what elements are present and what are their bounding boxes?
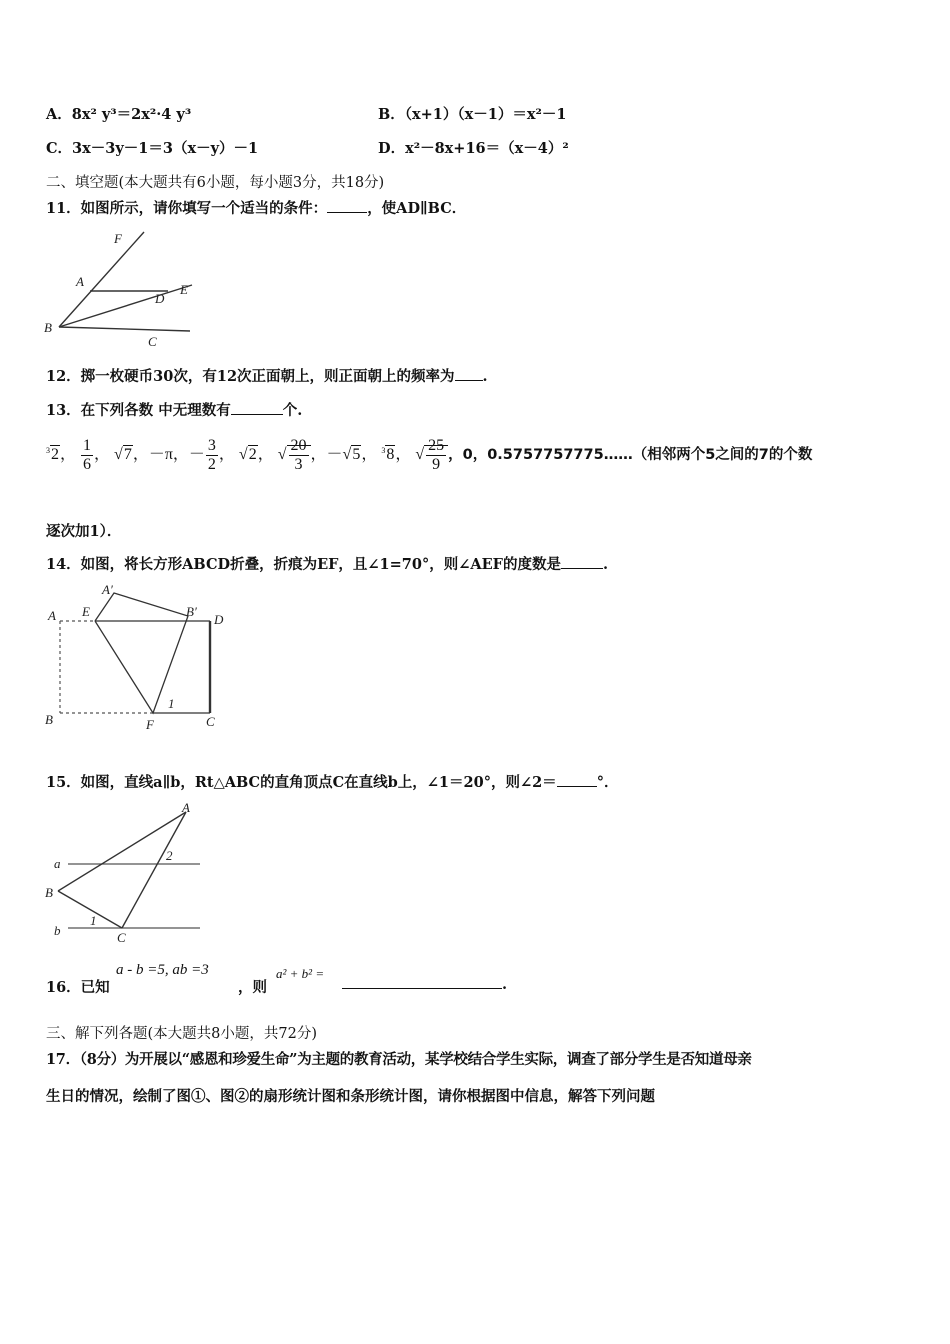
q13-blank: [231, 414, 283, 415]
q14-label-f: F: [146, 717, 154, 732]
question-11: [46, 197, 466, 218]
cbrt-2: 2: [51, 446, 59, 464]
frac-20-den: 3: [294, 456, 303, 473]
q11-text: 11．如图所示，请你填写一个适当的条件：: [46, 200, 328, 217]
option-c: C．3x－3y－1＝3（x－y）－1: [46, 140, 259, 157]
q14-label-a: A: [48, 608, 56, 623]
option-b: B．（x+1）（x－1）＝x²－1: [378, 106, 567, 123]
q15-text: 15．如图，直线a∥b，Rt△ABC的直角顶点C在直线b上，∠1＝20°，则∠2＝: [46, 774, 557, 791]
option-d: D．x²－8x+16＝（x－4）²: [378, 140, 569, 157]
q16-condition: a - b =5, ab =3: [116, 962, 209, 978]
q13-text: 13．在下列各数 中无理数有: [46, 402, 231, 419]
sqrt-5: 5: [352, 446, 361, 464]
q15-label-a: A: [182, 800, 190, 815]
q16-expression: a² + b² =: [276, 966, 325, 981]
q11-label-b: B: [44, 320, 52, 335]
sqrt-2: 2: [248, 446, 257, 464]
q14-label-angle-1: 1: [168, 696, 175, 711]
q11-blank: [327, 212, 367, 213]
frac-1-num: 1: [83, 437, 92, 454]
q12-text: 12．掷一枚硬币30次，有12次正面朝上，则正面朝上的频率为: [46, 368, 455, 385]
q11-label-a: A: [76, 274, 84, 289]
q14-label-b-prime: B′: [186, 604, 197, 619]
q11-tail: ，使AD∥BC．: [367, 200, 467, 217]
question-15: [46, 771, 618, 792]
q16-blank: [342, 988, 502, 989]
q15-blank: [557, 786, 597, 787]
q14-blank: [561, 568, 603, 569]
frac-20-num: 20: [290, 437, 307, 454]
q13-tail: 个.: [282, 402, 303, 419]
question-13: [46, 399, 302, 420]
q15-label-b: B: [45, 885, 53, 900]
q16-tail: .: [502, 976, 508, 993]
question-12: [46, 365, 488, 386]
q14-label-a-prime: A′: [102, 582, 113, 597]
section-2-heading: 二、填空题(本大题共有6小题，每小题3分，共18分): [46, 175, 385, 191]
q15-label-line-b: b: [54, 923, 61, 938]
minus-pi: －π，－: [148, 446, 205, 464]
q11-label-c: C: [148, 334, 157, 349]
frac-25-num: 25: [428, 437, 445, 454]
option-a: A．8x² y³＝2x²·4 y³: [46, 106, 192, 123]
q15-label-c: C: [117, 930, 126, 945]
q14-figure: [40, 580, 240, 735]
q15-tail: °．: [596, 774, 619, 791]
q15-label-line-a: a: [54, 856, 61, 871]
frac-1-den: 6: [83, 456, 92, 473]
q16-answer: [342, 976, 507, 993]
q11-label-d: D: [155, 291, 165, 306]
sqrt-7: 7: [123, 446, 132, 464]
q17-line-2: 生日的情况，绘制了图①、图②的扇形统计图和条形统计图，请你根据图中信息，解答下列问题: [46, 1088, 655, 1105]
q17-line-1: 17．（8分）为开展以“感恩和珍爱生命”为主题的教育活动，某学校结合学生实际，调查了部分学生是否知道母亲: [46, 1051, 752, 1068]
q16-prefix: 16．已知: [46, 979, 110, 996]
q13-rest: ，0，0.5757757775……（相邻两个5之间的7的个数: [448, 447, 813, 464]
q11-figure: [40, 228, 200, 350]
frac-3-num: 3: [207, 437, 216, 454]
q13-continuation: 逐次加1）．: [46, 523, 122, 540]
q15-label-angle-2: 2: [166, 848, 173, 863]
q12-tail: .: [482, 368, 488, 385]
question-14: [46, 553, 608, 574]
frac-3-den: 2: [207, 456, 216, 473]
q14-tail: .: [602, 556, 609, 573]
q14-label-e: E: [82, 604, 90, 619]
q14-text: 14．如图，将长方形ABCD折叠，折痕为EF，且∠1=70°，则∠AEF的度数是: [46, 556, 561, 573]
q16-mid: ，则: [238, 979, 267, 996]
q14-label-c: C: [206, 714, 215, 729]
q15-figure: [40, 798, 210, 946]
frac-25-den: 9: [432, 456, 441, 473]
q14-label-b: B: [45, 712, 53, 727]
cbrt-8: 8: [386, 446, 395, 464]
q11-label-f: F: [114, 231, 122, 246]
q12-blank: [455, 380, 483, 381]
q13-number-list: $^3$2， $\frac{1}{6}$ ， √7，－π，－ $\frac{3}{2}$ ， √2， √ $\frac{20}{3}$ ，－√5， $^3$8， √ $\frac{25}{9}$ ，0，0.5757757775……（相邻两个5之间的7的个数: [46, 437, 813, 473]
q15-label-angle-1: 1: [90, 913, 97, 928]
q11-label-e: E: [180, 282, 188, 297]
q14-label-d: D: [214, 612, 224, 627]
section-3-heading: 三、解下列各题(本大题共8小题，共72分): [46, 1026, 317, 1042]
